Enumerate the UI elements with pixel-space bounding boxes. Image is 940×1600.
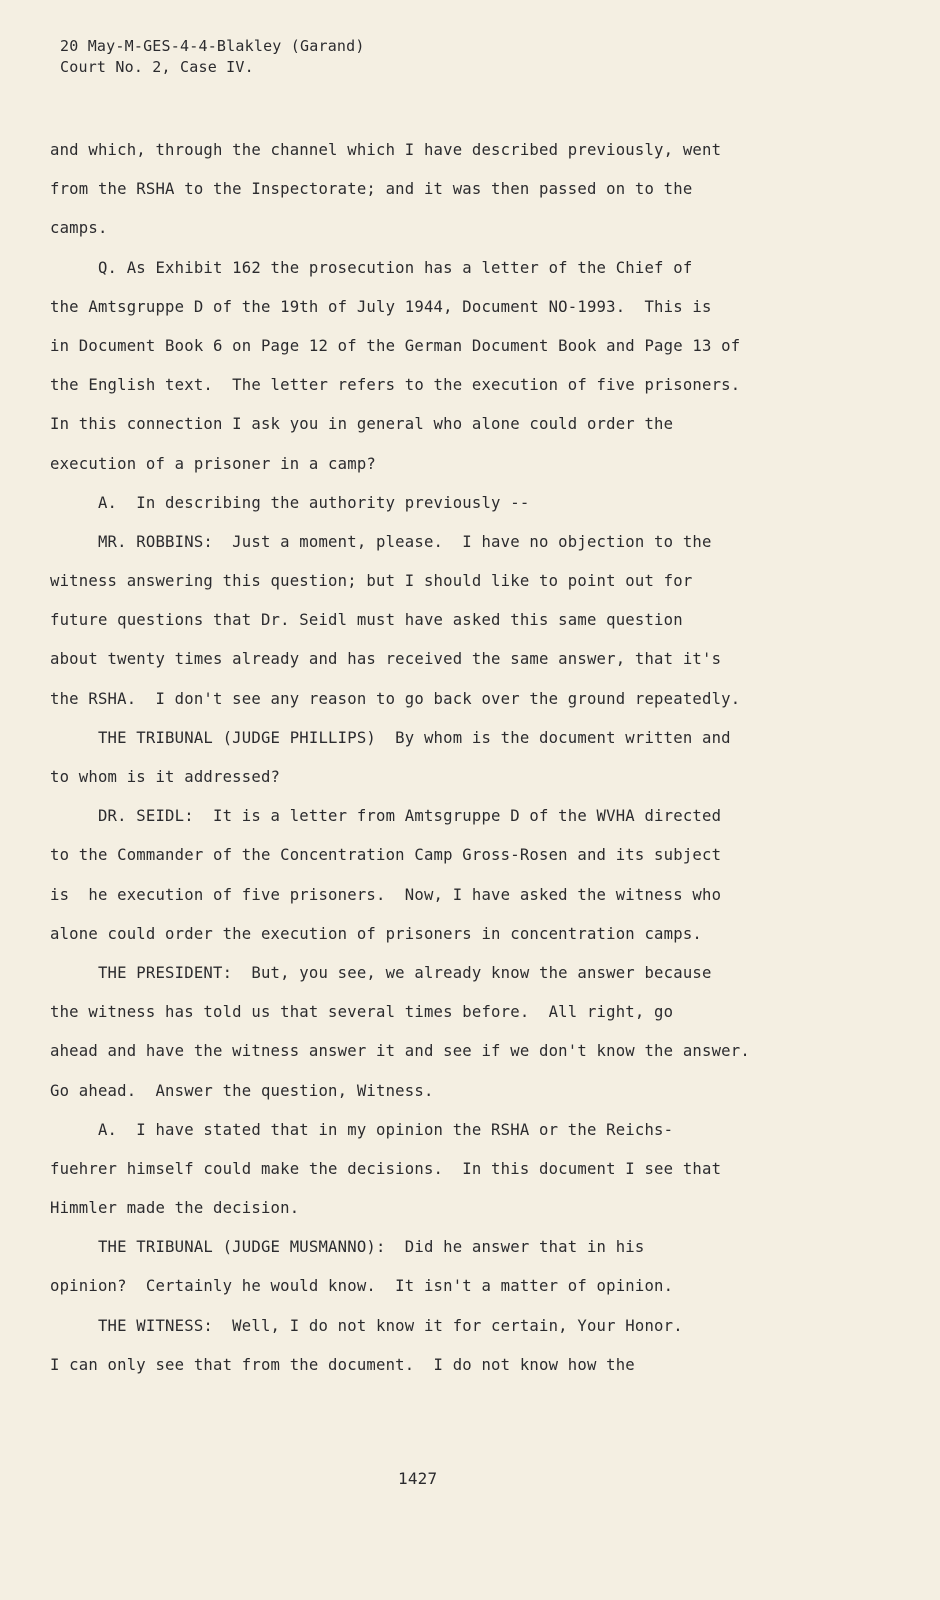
transcript-line: In this connection I ask you in general who alone could order the (50, 415, 674, 434)
transcript-line: in Document Book 6 on Page 12 of the German Document Book and Page 13 of (50, 336, 741, 355)
transcript-line: MR. ROBBINS: Just a moment, please. I have no objection to the (50, 532, 712, 551)
transcript-line: A. In describing the authority previously -- (50, 493, 530, 512)
transcript-line: Himmler made the decision. (50, 1199, 300, 1218)
transcript-line: from the RSHA to the Inspectorate; and it was then passed on to the (50, 180, 693, 199)
page-header (60, 36, 365, 78)
transcript-line: the RSHA. I don't see any reason to go back over the ground repeatedly. (50, 689, 741, 708)
page-number: 1427 (398, 1469, 438, 1488)
transcript-line: DR. SEIDL: It is a letter from Amtsgruppe D of the WVHA directed (50, 807, 722, 826)
transcript-line: about twenty times already and has received the same answer, that it's (50, 650, 722, 669)
transcript-line: the witness has told us that several times before. All right, go (50, 1003, 674, 1022)
transcript-line: witness answering this question; but I should like to point out for (50, 572, 693, 591)
header-line-1: 20 May-M-GES-4-4-Blakley (Garand) (60, 37, 365, 55)
transcript-line: to whom is it addressed? (50, 768, 281, 786)
transcript-line: Go ahead. Answer the question, Witness. (50, 1081, 434, 1100)
transcript-line: THE TRIBUNAL (JUDGE PHILLIPS) By whom is the document written and (50, 728, 731, 747)
transcript-line: is he execution of five prisoners. Now, I have asked the witness who (50, 885, 722, 904)
transcript-line: A. I have stated that in my opinion the RSHA or the Reichs- (50, 1120, 674, 1139)
transcript-line: execution of a prisoner in a camp? (50, 454, 376, 473)
transcript-line: alone could order the execution of prisoners in concentration camps. (50, 924, 702, 943)
transcript-line: Q. As Exhibit 162 the prosecution has a letter of the Chief of (50, 258, 693, 277)
transcript-line: the Amtsgruppe D of the 19th of July 1944, Document NO-1993. This is (50, 297, 712, 316)
transcript-line: and which, through the channel which I have described previously, went (50, 141, 722, 159)
transcript-line: I can only see that from the document. I do not know how the (50, 1355, 635, 1374)
transcript-line: fuehrer himself could make the decisions. In this document I see that (50, 1159, 722, 1178)
transcript-line: the English text. The letter refers to the execution of five prisoners. (50, 376, 741, 395)
transcript-line: future questions that Dr. Seidl must have asked this same question (50, 611, 683, 630)
header-line-2: Court No. 2, Case IV. (60, 58, 254, 76)
transcript-line: ahead and have the witness answer it and see if we don't know the answer. (50, 1042, 750, 1061)
transcript-line: THE PRESIDENT: But, you see, we already know the answer because (50, 963, 712, 982)
transcript-line: camps. (50, 219, 108, 238)
transcript-line: THE WITNESS: Well, I do not know it for certain, Your Honor. (50, 1316, 683, 1335)
transcript-line: opinion? Certainly he would know. It isn't a matter of opinion. (50, 1277, 674, 1296)
transcript-line: THE TRIBUNAL (JUDGE MUSMANNO): Did he answer that in his (50, 1238, 645, 1257)
transcript-line: to the Commander of the Concentration Camp Gross-Rosen and its subject (50, 846, 722, 865)
transcript-body (50, 141, 910, 1395)
